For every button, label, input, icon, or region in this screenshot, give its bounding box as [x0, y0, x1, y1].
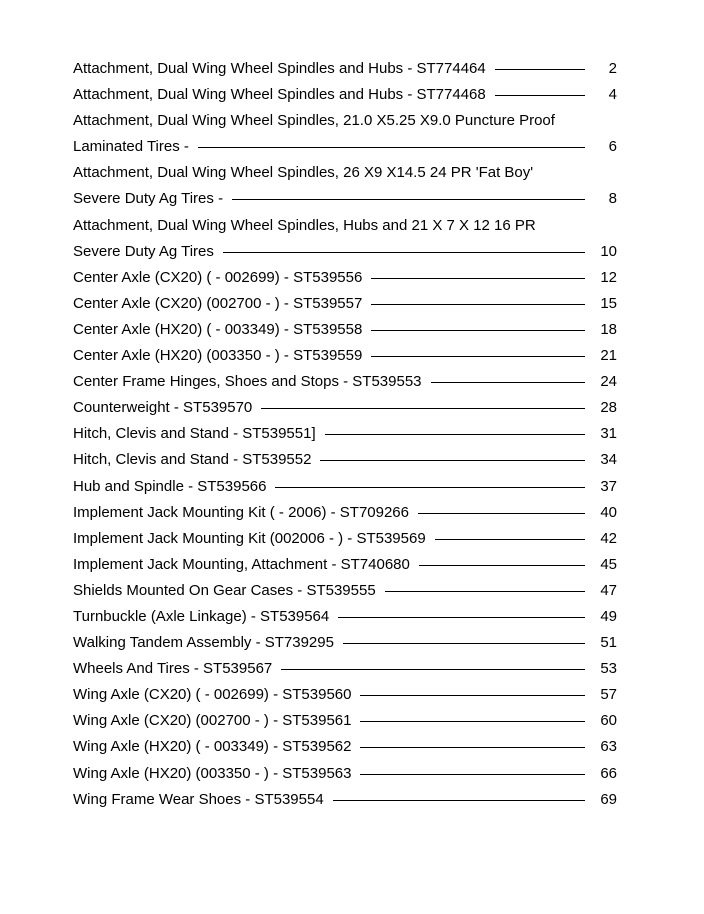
- toc-entry-line: [73, 684, 617, 710]
- toc-entry-title: Turnbuckle (Axle Linkage) - ST539564: [73, 607, 330, 625]
- toc-entry-line: [73, 267, 617, 293]
- toc-leader-line: [371, 278, 585, 279]
- toc-page-number: 63: [600, 738, 617, 756]
- toc-entry-line: [73, 241, 617, 267]
- toc-entry-title: Walking Tandem Assembly - ST739295: [73, 634, 334, 652]
- toc-entry-line: [73, 736, 617, 762]
- toc-leader-line: [360, 747, 585, 748]
- toc-page-number: 47: [600, 581, 617, 599]
- toc-entry-title: Wing Axle (HX20) ( - 003349) - ST539562: [73, 738, 352, 756]
- toc-leader-line: [371, 356, 585, 357]
- toc-leader-line: [360, 695, 585, 696]
- toc-entry-line: [73, 710, 617, 736]
- toc-entry-line: [73, 319, 617, 345]
- toc-entry-line: [73, 554, 617, 580]
- toc-entry[interactable]: [73, 449, 617, 475]
- toc-entry[interactable]: [73, 632, 617, 658]
- toc-entry-title: Attachment, Dual Wing Wheel Spindles and Hubs - ST774464: [73, 60, 486, 77]
- toc-entry[interactable]: [73, 684, 617, 710]
- toc-entry-title: Attachment, Dual Wing Wheel Spindles, Hubs and 21 X 7 X 12 16 PR: [73, 216, 536, 234]
- toc-entry[interactable]: [73, 423, 617, 449]
- toc-entry[interactable]: [73, 736, 617, 762]
- toc-page-number: 12: [600, 268, 617, 286]
- table-of-contents: [73, 58, 617, 815]
- toc-leader-line: [371, 330, 585, 331]
- toc-leader-line: [385, 591, 585, 592]
- toc-entry-title: Implement Jack Mounting Kit (002006 - ) - ST539569: [73, 529, 426, 547]
- toc-leader-line: [360, 721, 585, 722]
- toc-entry[interactable]: [73, 528, 617, 554]
- toc-leader-line: [371, 304, 585, 305]
- toc-entry[interactable]: [73, 58, 617, 84]
- toc-entry[interactable]: [73, 215, 617, 267]
- toc-entry-line: [73, 110, 617, 136]
- toc-page-number: 15: [600, 294, 617, 312]
- toc-entry-line: [73, 658, 617, 684]
- toc-entry-title: Counterweight - ST539570: [73, 399, 253, 417]
- toc-page-number: 34: [600, 451, 617, 469]
- toc-page-number: 53: [600, 660, 617, 678]
- toc-page-number: 49: [600, 607, 617, 625]
- toc-entry-title: Severe Duty Ag Tires: [73, 242, 214, 260]
- toc-entry-title: Hitch, Clevis and Stand - ST539551]: [73, 425, 316, 443]
- toc-entry-line: [73, 215, 617, 241]
- toc-leader-line: [343, 643, 585, 644]
- toc-page-number: 21: [600, 347, 617, 365]
- toc-entry-title: Center Axle (HX20) ( - 003349) - ST539558: [73, 320, 363, 338]
- toc-entry-title: Wing Frame Wear Shoes - ST539554: [73, 790, 324, 808]
- toc-entry-line: [73, 188, 617, 214]
- toc-entry[interactable]: [73, 606, 617, 632]
- toc-entry-line: [73, 528, 617, 554]
- toc-entry[interactable]: [73, 345, 617, 371]
- toc-leader-line: [435, 539, 585, 540]
- toc-entry-line: [73, 449, 617, 475]
- toc-entry[interactable]: [73, 658, 617, 684]
- toc-leader-line: [232, 199, 585, 200]
- toc-page-number: 4: [608, 86, 617, 104]
- toc-entry-title: Attachment, Dual Wing Wheel Spindles and Hubs - ST774468: [73, 86, 486, 104]
- toc-entry[interactable]: [73, 162, 617, 214]
- toc-page-number: 10: [600, 242, 617, 260]
- toc-entry-line: [73, 789, 617, 815]
- toc-page-number: 6: [608, 138, 617, 156]
- toc-entry-line: [73, 397, 617, 423]
- toc-entry-line: [73, 84, 617, 110]
- toc-entry-title: Laminated Tires -: [73, 138, 189, 156]
- toc-page-number: 51: [600, 634, 617, 652]
- toc-page-number: 18: [600, 320, 617, 338]
- toc-entry-line: [73, 763, 617, 789]
- toc-entry-title: Center Axle (CX20) (002700 - ) - ST539557: [73, 294, 363, 312]
- toc-leader-line: [333, 800, 585, 801]
- toc-page-number: 2: [608, 60, 617, 77]
- toc-leader-line: [223, 252, 585, 253]
- toc-entry[interactable]: [73, 371, 617, 397]
- toc-page-number: 66: [600, 764, 617, 782]
- toc-page-number: 24: [600, 373, 617, 391]
- toc-entry-title: Implement Jack Mounting Kit ( - 2006) - ST709266: [73, 503, 409, 521]
- toc-entry-title: Center Axle (HX20) (003350 - ) - ST539559: [73, 347, 363, 365]
- toc-page-number: 42: [600, 529, 617, 547]
- toc-entry-title: Center Frame Hinges, Shoes and Stops - ST539553: [73, 373, 422, 391]
- toc-entry[interactable]: [73, 502, 617, 528]
- toc-leader-line: [320, 460, 585, 461]
- toc-leader-line: [419, 565, 585, 566]
- toc-entry-line: [73, 580, 617, 606]
- toc-leader-line: [281, 669, 585, 670]
- toc-leader-line: [418, 513, 585, 514]
- toc-entry[interactable]: [73, 476, 617, 502]
- toc-entry-line: [73, 423, 617, 449]
- toc-entry-title: Wing Axle (CX20) ( - 002699) - ST539560: [73, 686, 352, 704]
- toc-entry-title: Shields Mounted On Gear Cases - ST539555: [73, 581, 376, 599]
- toc-leader-line: [338, 617, 585, 618]
- toc-entry[interactable]: [73, 789, 617, 815]
- toc-entry-line: [73, 371, 617, 397]
- toc-entry-line: [73, 58, 617, 84]
- toc-entry[interactable]: [73, 763, 617, 789]
- toc-entry[interactable]: [73, 319, 617, 345]
- toc-page-number: 57: [600, 686, 617, 704]
- toc-entry-line: [73, 345, 617, 371]
- toc-entry[interactable]: [73, 554, 617, 580]
- toc-leader-line: [495, 95, 585, 96]
- toc-leader-line: [360, 774, 585, 775]
- toc-page-number: 40: [600, 503, 617, 521]
- toc-entry[interactable]: [73, 293, 617, 319]
- toc-page-number: 8: [608, 190, 617, 208]
- toc-entry-title: Attachment, Dual Wing Wheel Spindles, 21.0 X5.25 X9.0 Puncture Proof: [73, 112, 555, 130]
- toc-entry-line: [73, 632, 617, 658]
- toc-entry[interactable]: [73, 110, 617, 162]
- toc-entry-title: Wheels And Tires - ST539567: [73, 660, 273, 678]
- toc-entry-title: Implement Jack Mounting, Attachment - ST740680: [73, 555, 410, 573]
- toc-entry-title: Center Axle (CX20) ( - 002699) - ST539556: [73, 268, 363, 286]
- toc-entry-title: Hitch, Clevis and Stand - ST539552: [73, 451, 312, 469]
- toc-entry-title: Attachment, Dual Wing Wheel Spindles, 26 X9 X14.5 24 PR 'Fat Boy': [73, 164, 534, 182]
- toc-leader-line: [275, 487, 585, 488]
- toc-entry[interactable]: [73, 267, 617, 293]
- toc-leader-line: [495, 69, 585, 70]
- toc-entry-line: [73, 162, 617, 188]
- toc-page-number: 45: [600, 555, 617, 573]
- toc-entry-line: [73, 606, 617, 632]
- toc-entry-title: Hub and Spindle - ST539566: [73, 477, 267, 495]
- toc-entry-line: [73, 293, 617, 319]
- toc-page-number: 37: [600, 477, 617, 495]
- toc-entry-title: Severe Duty Ag Tires -: [73, 190, 224, 208]
- toc-entry-title: Wing Axle (HX20) (003350 - ) - ST539563: [73, 764, 352, 782]
- toc-entry-line: [73, 136, 617, 162]
- toc-leader-line: [325, 434, 585, 435]
- toc-entry-line: [73, 476, 617, 502]
- toc-leader-line: [431, 382, 585, 383]
- toc-page-number: 31: [600, 425, 617, 443]
- toc-leader-line: [261, 408, 585, 409]
- toc-entry[interactable]: [73, 397, 617, 423]
- toc-entry-line: [73, 502, 617, 528]
- toc-entry-title: Wing Axle (CX20) (002700 - ) - ST539561: [73, 712, 352, 730]
- toc-page-number: 69: [600, 790, 617, 808]
- toc-entry[interactable]: [73, 580, 617, 606]
- toc-page-number: 60: [600, 712, 617, 730]
- toc-page-number: 28: [600, 399, 617, 417]
- toc-entry[interactable]: [73, 84, 617, 110]
- toc-entry[interactable]: [73, 710, 617, 736]
- toc-leader-line: [198, 147, 585, 148]
